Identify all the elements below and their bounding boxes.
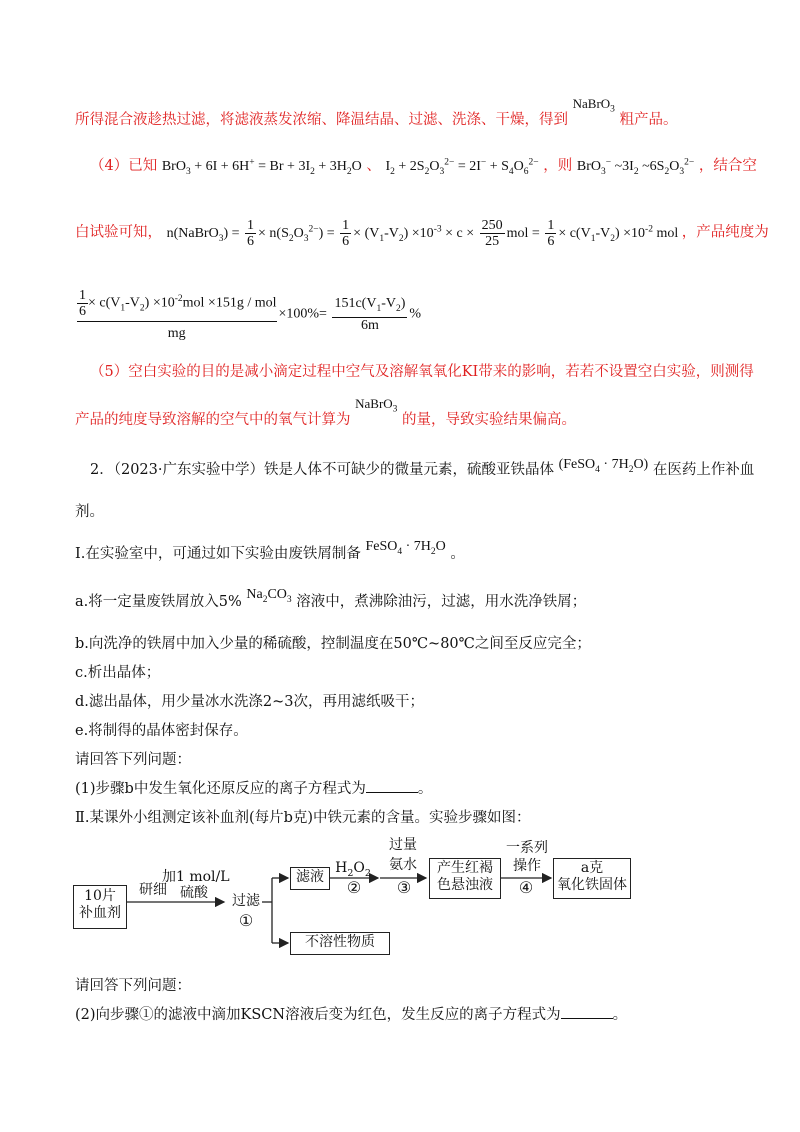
question-1: (1)步骤b中发生氧化还原反应的离子方程式为 。 [75,781,433,797]
box-line: 氧化铁固体 [557,877,627,893]
flow-label-acid-bottom: 硫酸 [180,885,208,901]
flow-label-excess: 过量 [389,837,417,853]
step-b: b.向洗净的铁屑中加入少量的稀硫酸，控制温度在50℃~80℃之间至反应完全； [75,636,591,652]
flow-label-step2: ② [346,878,362,897]
solution-line-3: 白试验可知， n(NaBrO$_3$) = $\frac{1}{6}$ × $n(S_2O_3^{2-})$ = $\frac{1}{6}$ × $(V_1-V_2) \times 10^{-3} \times c$ × $\frac{250}{25}$ mol = $\frac{1}{6}$ × $c(V_1-V_2) \times 10^{-2}$ mol ，产品纯度为 [75,217,769,249]
ferrous-sulfate-formula-2: FeSO$_4$ · $7H_2O$ [365,539,446,557]
flow-label-step3: ③ [396,878,412,897]
flow-label-series: 一系列 [506,840,548,856]
part1-heading: Ⅰ.在实验室中，可通过如下实验由废铁屑制备 FeSO$_4$ · $7H_2O$ 。 [75,539,465,562]
answer-blank-2[interactable] [561,1006,613,1019]
solution-line-6: 产品的纯度导致溶解的空气中的氧气计算为 NaBrO$_3$ 的量，导致实验结果偏高。 [75,396,577,428]
flow-label-step4: ④ [518,878,534,897]
flow-box-start [73,885,127,929]
flow-label-operation: 操作 [513,858,541,874]
box-line: 产生红褐 [437,860,493,876]
q2-intro: 2．（2023·广东实验中学）铁是人体不可缺少的微量元素，硫酸亚铁晶体 (FeSO$_4$ · $7H_2O$) 在医药上作补血 [90,457,755,478]
solution-line-2: （4）已知 $BrO_3 + 6I + 6H^+ = Br + 3I_2 + 3H_2O$ 、 $I_2 + 2S_2O_3^{2-} = 2I^- + S_4O_6^{2-}$ ，则 BrO$_3$− $\sim 3I_2$ $\sim 6S_2O_3^{2-}$ ，结合空 [90,157,757,177]
purity-formula: $\frac{1}{6}$ × $c(V_1-V_2) \times 10^{-2}mol \times 151g$ / mol mg ×100%= $\frac{151c(V_1-V_2)}{6m}$ % [79,288,422,341]
flow-box-suspension [429,858,501,899]
iodine-thiosulfate-equation: $I_2 + 2S_2O_3^{2-} = 2I^- + S_4O_6^{2-}$ [385,157,539,177]
nabro3-formula: NaBrO$_3$ [572,96,615,115]
moles-formula: n(NaBrO$_3$) = $\frac{1}{6}$ × $n(S_2O_3^{2-})$ = $\frac{1}{6}$ × $(V_1-V_2) \times 10^{-3} \times c$ × $\frac{250}{25}$ mol = $\frac{1}{6}$ × $c(V_1-V_2) \times 10^{-2}$ mol [166,217,682,249]
sodium-carbonate-formula: $Na_2CO_3$ [246,587,292,605]
flow-label-filter: 过滤 [232,893,260,909]
bromate-iodide-equation: $BrO_3 + 6I + 6H^+ = Br + 3I_2 + 3H_2O$ [161,157,362,177]
solution-line-1: 所得混合液趁热过滤，将滤液蒸发浓缩、降温结晶、过滤、洗涤、干燥，得到 NaBrO$_3$ 粗产品。 [75,96,678,128]
box-line: 补血剂 [79,905,121,921]
ask-heading-1: 请回答下列问题： [75,752,191,768]
step-a: a.将一定量废铁屑放入5% $Na_2CO_3$ 溶液中，煮沸除油污，过滤，用水洗净铁屑； [75,587,587,610]
flow-label-acid-top: 加1 mol/L [162,869,230,885]
ask-heading-2: 请回答下列问题： [75,978,191,994]
box-line: 10片 [84,888,116,904]
flow-label-step1: ① [238,911,254,930]
part2-heading: Ⅱ.某课外小组测定该补血剂(每片b克)中铁元素的含量。实验步骤如图： [75,810,531,826]
flow-label-grind: 研细 [139,882,167,898]
box-line: a克 [580,860,604,876]
flow-label-h2o2: $H_2O_2$ [335,860,371,879]
solution-line-5: （5）空白实验的目的是减小滴定过程中空气及溶解氧氧化KI带来的影响，若若不设置空白实验，则测得 [90,364,754,380]
nabro3-formula-2: NaBrO$_3$ [355,396,398,415]
ferrous-sulfate-formula: (FeSO$_4$ · $7H_2O$) [558,457,649,475]
flow-box-insoluble: 不溶性物质 [290,932,390,955]
box-line: 色悬浊液 [437,877,493,893]
stoichiometric-relation: BrO$_3$− $\sim 3I_2$ $\sim 6S_2O_3^{2-}$ [576,157,695,177]
step-c: c.析出晶体； [75,665,161,681]
step-d: d.滤出晶体，用少量冰水洗涤2~3次，再用滤纸吸干； [75,694,424,710]
flow-box-filtrate: 滤液 [290,867,330,890]
step-e: e.将制得的晶体密封保存。 [75,723,248,739]
flow-box-final [553,858,631,899]
question-2: (2)向步骤①的滤液中滴加KSCN溶液后变为红色，发生反应的离子方程式为 。 [75,1007,628,1023]
flow-label-ammonia: 氨水 [389,857,417,873]
q2-intro-line2: 剂。 [75,504,104,520]
